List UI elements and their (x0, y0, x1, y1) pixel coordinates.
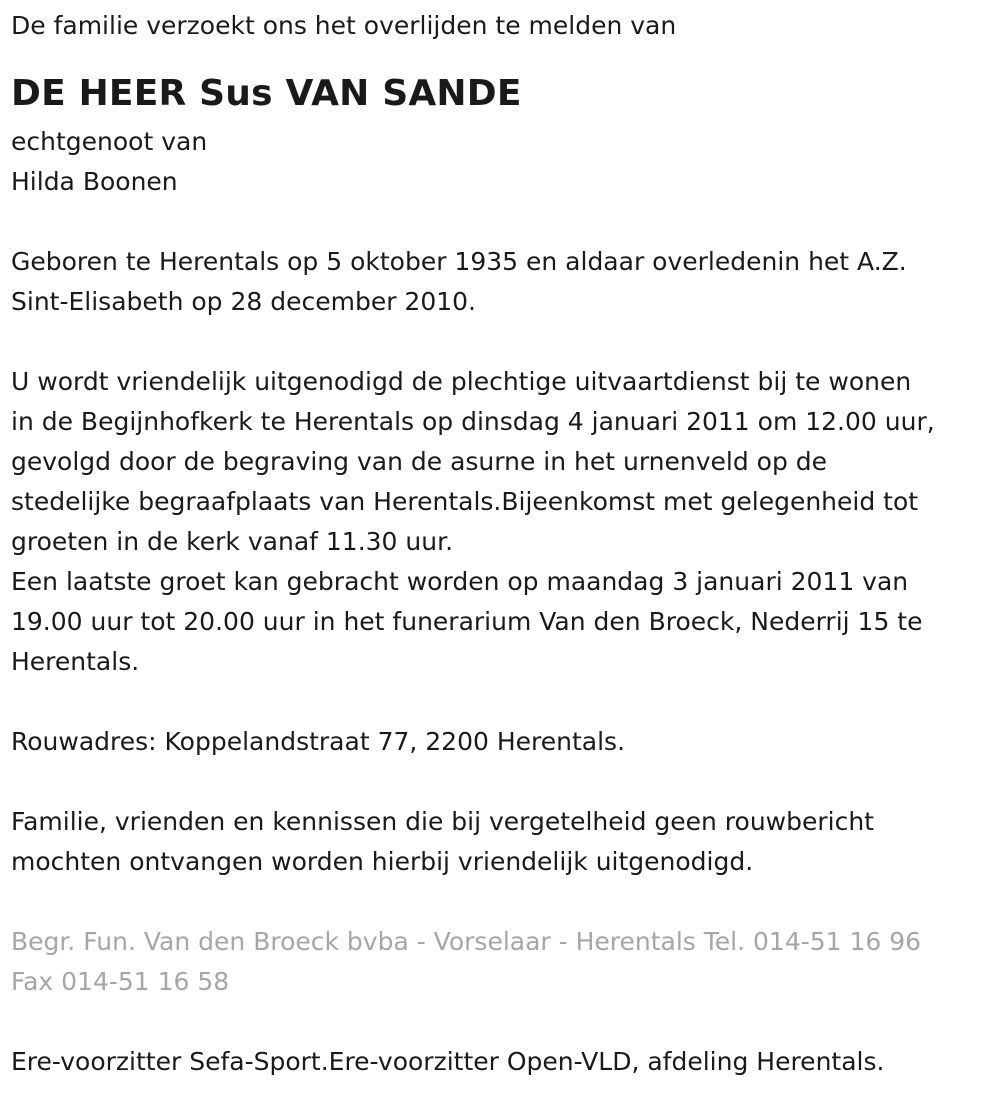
funeral-home-line: Fax 014-51 16 58 (11, 967, 230, 996)
birth-death-paragraph (11, 242, 988, 322)
invitation-paragraph (11, 802, 988, 882)
mourning-address: Rouwadres: Koppelandstraat 77, 2200 Herentals. (11, 727, 626, 756)
spacer (11, 1002, 988, 1042)
ceremony-line: 19.00 uur tot 20.00 uur in het funerarium Van den Broeck, Nederrij 15 te (11, 607, 923, 636)
spouse-name: Hilda Boonen (11, 167, 178, 196)
ceremony-line: U wordt vriendelijk uitgenodigd de plechtige uitvaartdienst bij te wonen (11, 367, 912, 396)
ceremony-line: groeten in de kerk vanaf 11.30 uur. (11, 527, 454, 556)
ceremony-paragraph (11, 362, 988, 682)
spacer (11, 322, 988, 362)
intro-text: De familie verzoekt ons het overlijden te melden van (11, 11, 677, 40)
ceremony-line: Een laatste groet kan gebracht worden op maandag 3 januari 2011 van (11, 567, 909, 596)
spouse-label: echtgenoot van (11, 127, 208, 156)
spacer (11, 202, 988, 242)
ceremony-line: stedelijke begraafplaats van Herentals.Bijeenkomst met gelegenheid tot (11, 487, 919, 516)
ceremony-line: Herentals. (11, 647, 140, 676)
spacer (11, 762, 988, 802)
birth-death-line: Geboren te Herentals op 5 oktober 1935 en aldaar overledenin het A.Z. (11, 247, 907, 276)
invitation-line: Familie, vrienden en kennissen die bij vergetelheid geen rouwbericht (11, 807, 874, 836)
spacer (11, 682, 988, 722)
deceased-name: DE HEER Sus VAN SANDE (11, 73, 522, 114)
invitation-line: mochten ontvangen worden hierbij vriendelijk uitgenodigd. (11, 847, 754, 876)
funeral-home-info (11, 922, 988, 1002)
ceremony-line: gevolgd door de begraving van de asurne in het urnenveld op de (11, 447, 828, 476)
ceremony-line: in de Begijnhofkerk te Herentals op dinsdag 4 januari 2011 om 12.00 uur, (11, 407, 935, 436)
birth-death-line: Sint-Elisabeth op 28 december 2010. (11, 287, 477, 316)
honors-text: Ere-voorzitter Sefa-Sport.Ere-voorzitter Open-VLD, afdeling Herentals. (11, 1047, 885, 1076)
funeral-home-line: Begr. Fun. Van den Broeck bvba - Vorselaar - Herentals Tel. 014-51 16 96 (11, 927, 922, 956)
spacer (11, 882, 988, 922)
